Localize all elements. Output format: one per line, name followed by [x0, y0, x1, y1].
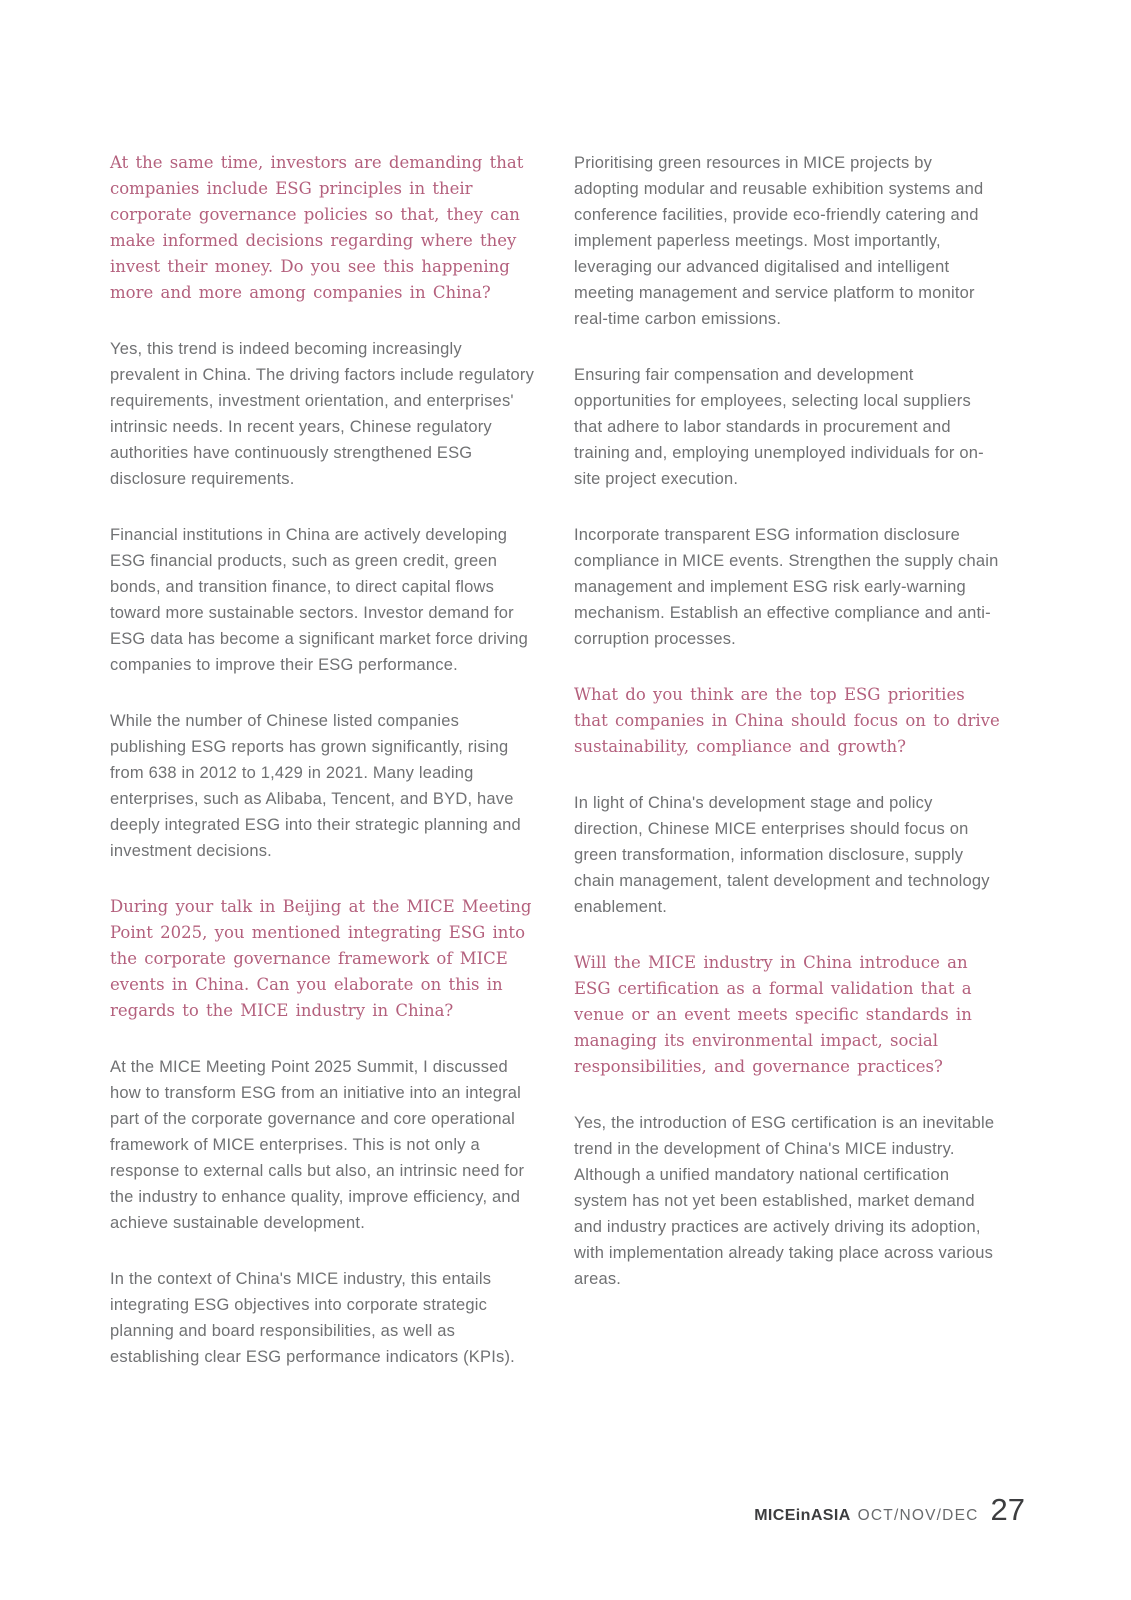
interview-answer: Financial institutions in China are actively developing ESG financial products, such as green credit, green bonds, and transition finance, to direct capital flows toward more sustainable sectors. Investor demand for ESG data has become a significant market force driving companies to improve their ESG performance.	[110, 526, 528, 674]
issue-label: OCT/NOV/DEC	[857, 1507, 979, 1524]
interview-answer: In the context of China's MICE industry, this entails integrating ESG objectives into corporate strategic planning and board responsibilities, as well as establishing clear ESG performance indicators (KPIs).	[110, 1270, 515, 1366]
interview-answer: At the MICE Meeting Point 2025 Summit, I discussed how to transform ESG from an initiative into an integral part of the corporate governance and core operational framework of MICE enterprises. This is not only a response to external calls but also, an intrinsic need for the industry to enhance quality, improve efficiency, and achieve sustainable development.	[110, 1058, 525, 1232]
interview-question: During your talk in Beijing at the MICE Meeting Point 2025, you mentioned integrating ESG into the corporate governance framework of MICE events in China. Can you elaborate on this in regards to the MICE industry in China?	[110, 897, 532, 1020]
page-footer	[754, 1492, 1025, 1528]
page-number: 27	[990, 1492, 1025, 1527]
interview-answer: Ensuring fair compensation and development opportunities for employees, selecting local suppliers that adhere to labor standards in procurement and training and, employing unemployed individuals for on-site project execution.	[574, 366, 984, 488]
interview-answer: Yes, the introduction of ESG certification is an inevitable trend in the development of China's MICE industry. Although a unified mandatory national certification system has not yet been established, market demand and industry practices are actively driving its adoption, with implementation already taking place across various areas.	[574, 1114, 995, 1288]
interview-question: At the same time, investors are demanding that companies include ESG principles in their corporate governance policies so that, they can make informed decisions regarding where they invest their money. Do you see this happening more and more among companies in China?	[110, 153, 524, 302]
interview-answer: Yes, this trend is indeed becoming increasingly prevalent in China. The driving factors include regulatory requirements, investment orientation, and enterprises' intrinsic needs. In recent years, Chinese regulatory authorities have continuously strengthened ESG disclosure requirements.	[110, 340, 535, 488]
interview-answer: Prioritising green resources in MICE projects by adopting modular and reusable exhibition systems and conference facilities, provide eco-friendly catering and implement paperless meetings. Most importantly, leveraging our advanced digitalised and intelligent meeting management and service platform to monitor real-time carbon emissions.	[574, 154, 984, 328]
left-column	[110, 150, 536, 1400]
magazine-name: MICEinASIA	[754, 1507, 851, 1524]
interview-answer: While the number of Chinese listed companies publishing ESG reports has grown significantly, rising from 638 in 2012 to 1,429 in 2021. Many leading enterprises, such as Alibaba, Tencent, and BYD, have deeply integrated ESG into their strategic planning and investment decisions.	[110, 712, 521, 860]
interview-answer: Incorporate transparent ESG information disclosure compliance in MICE events. Strengthen the supply chain management and implement ESG risk early-warning mechanism. Establish an effective compliance and anti-corruption processes.	[574, 526, 999, 648]
interview-question: What do you think are the top ESG priorities that companies in China should focus on to drive sustainability, compliance and growth?	[574, 685, 1000, 756]
interview-answer: In light of China's development stage and policy direction, Chinese MICE enterprises should focus on green transformation, information disclosure, supply chain management, talent development and technology enablement.	[574, 794, 990, 916]
interview-question: Will the MICE industry in China introduce an ESG certification as a formal validation that a venue or an event meets specific standards in managing its environmental impact, social responsibilities, and governance practices?	[574, 953, 972, 1076]
article-body	[110, 150, 1000, 1400]
right-column	[574, 150, 1000, 1400]
